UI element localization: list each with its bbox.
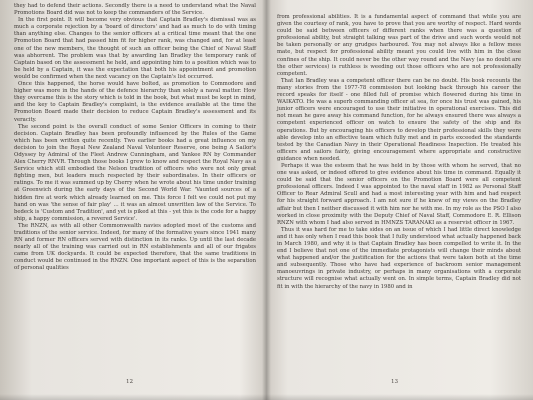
left-paragraph-5: The RNZN, as with all other Commonwealth navies adopted most of the customs and traditions of the senior service. Indeed, for many of the formative years since 1941 many RN and former RN officers served with distinction in its ranks. Up until the last decade nearly all of the training was carried out in RN establishments and all of our frigates came from UK dockyards. It could be expected therefore, that the same traditions in conduct would be continued in the RNZN. One important aspect of this is the separation of personal qualities <box>14 222 256 272</box>
right-paragraph-1: from professional abilities. It is a fundamental aspect of command that while you are given the courtesy of rank, you have to prove that you are worthy of respect. Hard words could be said between officers of different ranks when there was a question of professional ability, but straight talking was part of the drive and such words would not be taken personally or any grudges harboured. You may not always like a fellow mess mate, but respect for professional ability meant you could live with him in the close confines of the ship. It could never be the other way round and the Navy (as no doubt are the other services) is ruthless is weeding out those officers who are not professionally competent. <box>277 14 521 77</box>
left-paragraph-3: Once this happened, the horse would have bolted, as promotion to Commodore and higher was more in the hands of the defence hierarchy than solely a naval matter. How they overcame this is the story which is told in the book, but what must be kept in mind, and the key to Captain Bradley's complaint, is the evidence available at the time the Promotion Board made their decision to reduce Captain Bradley's assessment and its veracity. <box>14 81 256 123</box>
left-page-number: 12 <box>126 379 134 385</box>
left-paragraph-2: In the first point. It will become very obvious that Captain Bradley's dismissal was as much a corporate rejection by a 'board of directors' and had as much to do with timing than anything else. Changes to the senior officers at a critical time meant that the one Promotion Board that had passed him fit for higher rank, was changed and, for at least one of the new members, the thought of such an officer being the Chief of Naval Staff was abhorrent. The problem was that by awarding Ian Bradley the temporary rank of Captain based on the assessment he held, and appointing him to a position which was to be held by a Captain, it was the expectation that both his appointment and promotion would be confirmed when the next vacancy on the Captain's list occurred. <box>14 17 256 80</box>
page-bottom-shadow <box>0 394 533 400</box>
left-paragraph-4: The second point is the overall conduct of some Senior Officers in coming to their decision. Captain Bradley has been profoundly influenced by the Rules of the Game which has been written quite recently. Two earlier books had a great influence on my decision to join the Royal New Zealand Naval Volunteer Reserve, one being A Sailor's Odyssey by Admiral of the Fleet Andrew Cunningham, and Yankee RN by Commander Alex Cherry RNVR. Through those books I grew to know and respect the Royal Navy as a Service which still embodied the Nelson tradition of officers who were not only great fighting men, but leaders much respected by their subordinates. In their officers or ratings. To me it was summed up by Cherry when he wrote about his time under training at Greenwich during the early days of the Second World War. 'Vaunted sources of a hidden fire at work which already learned on me. This force I felt we could not put my hand on was 'the sense of fair play' ... it was an almost unwritten law of the Service. To bedeck is 'Custom and Tradition', and yet is piked at this - yet this is the code for a happy ship, a happy commission, a revered Service'. <box>14 123 256 222</box>
right-page-number: 13 <box>391 379 399 385</box>
right-paragraph-2: That Ian Bradley was a competent officer there can be no doubt. His book recounts the many stories from the 1977-78 commission but looking back through his career the record speaks for itself - one filled full of promise which flowered during his time in WAIKATO. He was a superb commanding officer at sea, for once his trust was gained, his junior officers were encouraged to use their initiative in operational exercises. This did not mean he gave away his command function, for he always ensured there was always a competent experienced officer on watch to ensure the safety of the ship and its operations. But by encouraging his officers to develop their professional skills they were able develop into an effective team which fully met and in parts exceeded the standards tested by the Canadian Navy in their Operational Readiness Inspection. He treated his officers and sailors fairly, giving encouragement where appropriate and constructive guidance when needed. <box>277 77 521 162</box>
left-paragraph-1: they had to defend their actions. Secondly there is a need to understand what the Naval Promotions Board did was not to keep the commanders of the Service. <box>14 3 256 17</box>
right-page <box>267 0 533 400</box>
right-paragraph-3: Perhaps it was the esteem that he was held in by those with whom he served, that no one was asked, or indeed offered to give evidence about his time in command. Equally it could be said that the senior officers on the Promotion Board were all competent professional officers. Indeed I was appointed to the naval staff in 1982 as Personal Staff Officer to Rear Admiral Scull and had a most interesting year with him and had respect for his straight forward approach. I am not sure if he knew of my views on the Bradley affair but then I neither discussed it with him nor he with me. In my role as the PSO I also worked in close proximity with the Deputy Chief of Naval Staff, Commodore E. R. Ellison RNZN with whom I had also served in HMNZS TARANAKI as a reservist officer in 1967. <box>277 162 521 226</box>
left-page <box>0 0 266 400</box>
right-paragraph-4: Thus it was hard for me to take sides on an issue of which I had little direct knowledge and it has only when I read this book that I fully understood what actually happened back in March 1980, and why it is that Captain Bradley has been compelled to write it. In the end I believe that not one of the immediate protagonists will change their minds about what happened and/or the justification for the actions that were taken both at the time and subsequently. Those who have had experience of backroom senior management manoeuvrings in private industry, or perhaps in many organisations with a corporate structure will recognise what actually went on. In simple terms, Captain Bradley did not fit in with the hierarchy of the navy in 1980 and in <box>277 226 521 290</box>
